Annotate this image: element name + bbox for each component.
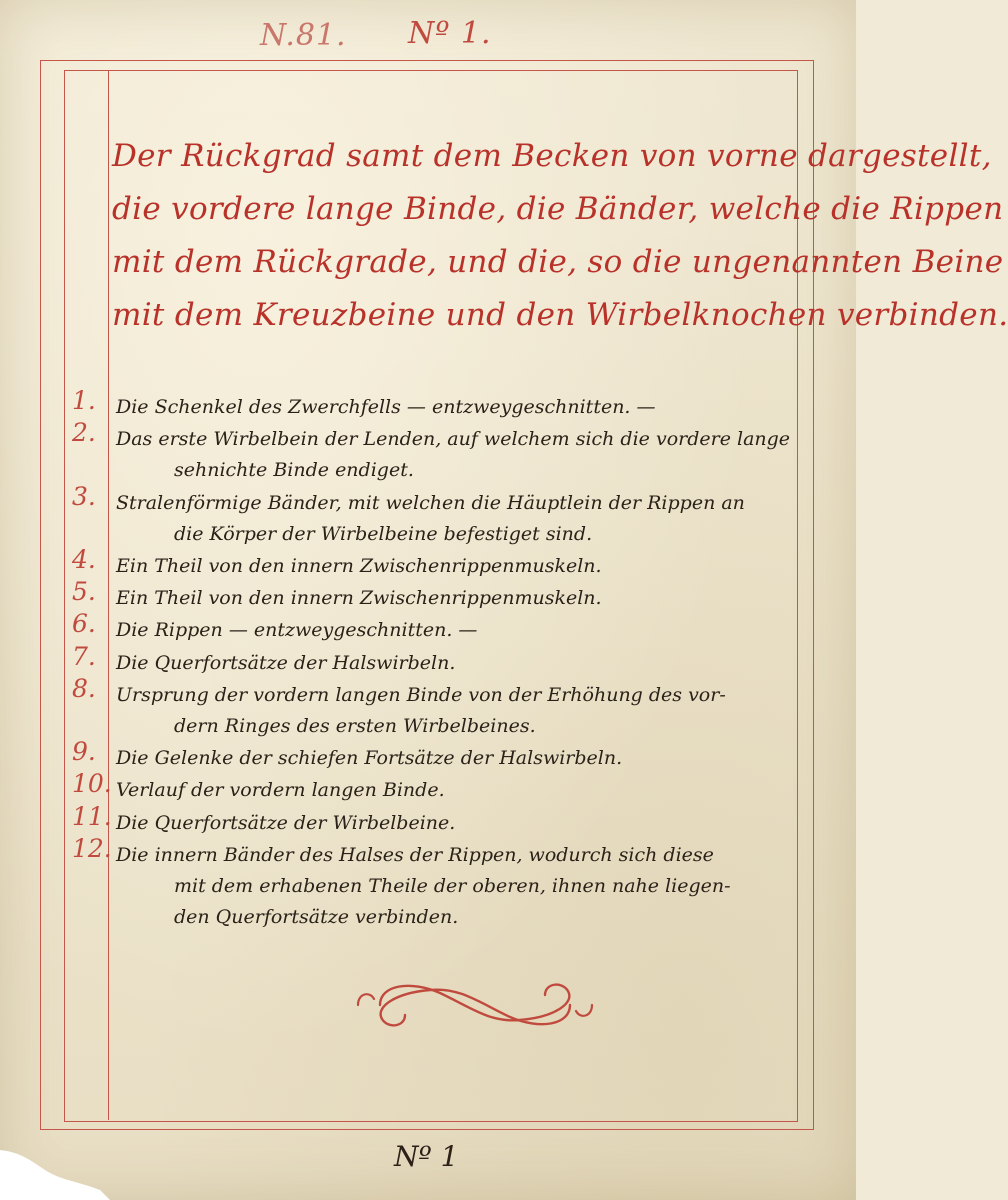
title-line: die vordere lange Binde, die Bänder, welche die Rippen: [112, 191, 1004, 227]
legend-text-line: Stralenförmige Bänder, mit welchen die Häuptlein der Rippen an: [116, 491, 745, 514]
paper-tear: [0, 1130, 130, 1200]
legend-item: [72, 609, 478, 646]
legend-number: 12.: [72, 833, 112, 863]
legend-text-line: Das erste Wirbelbein der Lenden, auf welchem sich die vordere lange: [116, 428, 791, 451]
legend-text-line: Die Querfortsätze der Wirbelbeine.: [116, 811, 456, 834]
legend-text-line: die Körper der Wirbelbeine befestiget sind.: [174, 522, 593, 545]
legend-item: [72, 418, 791, 486]
legend-text-line: den Querfortsätze verbinden.: [174, 906, 459, 929]
legend-text-line: dern Ringes des ersten Wirbelbeines.: [174, 715, 536, 737]
legend-number: 11.: [72, 801, 112, 831]
legend-number: 5.: [72, 577, 96, 607]
page-title: [112, 130, 1008, 342]
footer-plate-number: Nº 1: [394, 1140, 459, 1173]
legend-number: 9.: [72, 737, 96, 767]
legend-number: 8.: [72, 673, 96, 703]
legend-text-line: Die Schenkel des Zwerchfells — entzweygeschnitten. —: [116, 396, 656, 418]
plate-number: Nº 1.: [408, 16, 492, 51]
title-line: Der Rückgrad samt dem Becken von vorne dargestellt,: [112, 138, 992, 174]
legend-text-line: Die Rippen — entzweygeschnitten. —: [116, 619, 478, 642]
legend-number: 4.: [72, 545, 96, 574]
legend-number: 3.: [72, 481, 96, 511]
legend-item: [72, 545, 602, 582]
title-line: mit dem Rückgrade, und die, so die ungenannten Beine: [112, 244, 1004, 280]
legend-number: 7.: [72, 641, 96, 671]
legend-number: 10.: [72, 769, 112, 799]
legend-item: [72, 673, 726, 742]
legend-text-line: Ein Theil von den innern Zwischenrippenmuskeln.: [116, 587, 602, 610]
legend-text-line: sehnichte Binde endiget.: [174, 459, 414, 482]
legend-item: [72, 801, 456, 839]
legend-text-line: Die innern Bänder des Halses der Rippen, wodurch sich diese: [116, 843, 714, 866]
legend-item: [72, 641, 456, 679]
legend-item: [72, 481, 745, 550]
legend-text-line: Die Querfortsätze der Halswirbeln.: [116, 651, 456, 674]
legend-text-line: Ein Theil von den innern Zwischenrippenmuskeln.: [116, 555, 602, 577]
decorative-flourish: [350, 965, 600, 1045]
legend-item: [72, 386, 656, 423]
legend-item: [72, 769, 445, 806]
legend-text-line: Ursprung der vordern langen Binde von der Erhöhung des vor-: [116, 683, 726, 706]
legend-number: 1.: [72, 386, 96, 415]
title-line: mit dem Kreuzbeine und den Wirbelknochen verbinden.: [112, 297, 1008, 333]
catalog-number: N.81.: [260, 18, 347, 53]
legend-text-line: mit dem erhabenen Theile der oberen, ihnen nahe liegen-: [174, 875, 731, 897]
legend-item: [72, 577, 602, 614]
legend-number: 2.: [72, 418, 96, 448]
legend-text-line: Verlauf der vordern langen Binde.: [116, 779, 445, 802]
legend-item: [72, 737, 623, 774]
top-marks: [0, 16, 856, 56]
legend-item: [72, 833, 731, 934]
legend-number: 6.: [72, 609, 96, 639]
legend-text-line: Die Gelenke der schiefen Fortsätze der Halswirbeln.: [116, 747, 623, 770]
